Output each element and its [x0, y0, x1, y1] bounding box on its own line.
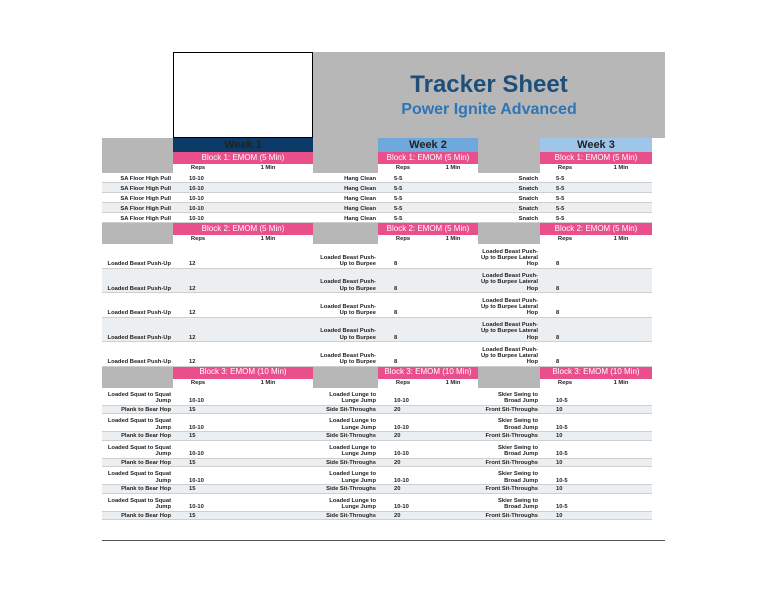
log-entry-cell[interactable]: [223, 213, 313, 223]
reps-value: 8: [540, 244, 590, 269]
reps-value: 10-10: [173, 183, 223, 193]
exercise-name: Loaded Beast Push-Up to Burpee: [313, 269, 378, 294]
bottom-border: [102, 540, 665, 541]
reps-value: 5-5: [378, 183, 428, 193]
log-entry-cell[interactable]: [590, 203, 652, 213]
reps-value: 10-10: [173, 441, 223, 459]
block-1-title: Block 1: EMOM (5 Min): [540, 152, 652, 164]
reps-value: 15: [173, 512, 223, 521]
week-3-header: Week 3: [540, 138, 652, 152]
reps-label: Reps: [540, 379, 590, 388]
reps-label: Reps: [173, 164, 223, 173]
reps-value: 12: [173, 342, 223, 367]
exercise-name: Side Sit-Throughs: [313, 485, 378, 494]
log-entry-cell[interactable]: [590, 485, 652, 494]
log-entry-cell[interactable]: [428, 441, 478, 459]
log-entry-cell[interactable]: [590, 388, 652, 406]
log-entry-cell[interactable]: [590, 318, 652, 343]
reps-value: 5-5: [378, 193, 428, 203]
log-entry-cell[interactable]: [428, 342, 478, 367]
reps-value: 10-10: [173, 173, 223, 183]
reps-label: Reps: [173, 379, 223, 388]
exercise-name: Hang Clean: [313, 173, 378, 183]
exercise-name: Front Sit-Throughs: [478, 485, 540, 494]
title-box: [313, 52, 665, 138]
reps-value: 8: [378, 244, 428, 269]
spacer-cell: [478, 138, 540, 152]
reps-value: 10-5: [540, 388, 590, 406]
log-entry-cell[interactable]: [428, 485, 478, 494]
log-entry-cell[interactable]: [590, 193, 652, 203]
exercise-name: Loaded Squat to Squat Jump: [102, 414, 173, 432]
log-entry-cell[interactable]: [223, 432, 313, 441]
exercise-name: Loaded Beast Push-Up to Burpee Lateral Hop: [478, 318, 540, 343]
log-entry-cell[interactable]: [223, 318, 313, 343]
min-label: 1 Min: [590, 235, 652, 244]
reps-value: 5-5: [540, 193, 590, 203]
exercise-name: Loaded Lunge to Lunge Jump: [313, 388, 378, 406]
exercise-name: Loaded Beast Push-Up to Burpee Lateral Hop: [478, 269, 540, 294]
exercise-name: Skier Swing to Broad Jump: [478, 441, 540, 459]
exercise-name: SA Floor High Pull: [102, 173, 173, 183]
reps-label: Reps: [378, 164, 428, 173]
reps-value: 10-10: [173, 414, 223, 432]
block-3-title: Block 3: EMOM (10 Min): [540, 367, 652, 379]
exercise-name: Loaded Lunge to Lunge Jump: [313, 494, 378, 512]
week-1-header: Week 1: [173, 138, 313, 152]
reps-value: 5-5: [540, 203, 590, 213]
reps-value: 5-5: [540, 183, 590, 193]
exercise-name: Front Sit-Throughs: [478, 406, 540, 415]
reps-value: 10-10: [378, 441, 428, 459]
exercise-name: SA Floor High Pull: [102, 183, 173, 193]
log-entry-cell[interactable]: [590, 173, 652, 183]
log-entry-cell[interactable]: [428, 388, 478, 406]
spacer-cell: [478, 152, 540, 164]
exercise-name: Loaded Squat to Squat Jump: [102, 441, 173, 459]
reps-value: 10: [540, 459, 590, 468]
log-entry-cell[interactable]: [223, 512, 313, 521]
exercise-name: Snatch: [478, 203, 540, 213]
reps-value: 10-10: [173, 213, 223, 223]
exercise-name: Hang Clean: [313, 203, 378, 213]
log-entry-cell[interactable]: [590, 342, 652, 367]
reps-value: 10-10: [173, 193, 223, 203]
spacer-cell: [313, 138, 378, 152]
reps-value: 10-5: [540, 414, 590, 432]
spacer-cell: [478, 164, 540, 173]
exercise-name: Snatch: [478, 213, 540, 223]
exercise-name: Loaded Beast Push-Up: [102, 269, 173, 294]
log-entry-cell[interactable]: [223, 494, 313, 512]
reps-value: 10: [540, 432, 590, 441]
spacer-cell: [313, 152, 378, 164]
reps-value: 5-5: [378, 213, 428, 223]
log-entry-cell[interactable]: [223, 342, 313, 367]
log-entry-cell[interactable]: [428, 269, 478, 294]
exercise-name: Loaded Lunge to Lunge Jump: [313, 414, 378, 432]
spacer-cell: [102, 138, 173, 152]
exercise-name: Loaded Beast Push-Up: [102, 318, 173, 343]
reps-value: 20: [378, 485, 428, 494]
log-entry-cell[interactable]: [590, 494, 652, 512]
block-1-title: Block 1: EMOM (5 Min): [378, 152, 478, 164]
log-entry-cell[interactable]: [428, 244, 478, 269]
reps-value: 20: [378, 459, 428, 468]
log-entry-cell[interactable]: [428, 406, 478, 415]
reps-value: 10-5: [540, 494, 590, 512]
log-entry-cell[interactable]: [428, 293, 478, 318]
block-2-title: Block 2: EMOM (5 Min): [378, 223, 478, 235]
spacer-cell: [313, 235, 378, 244]
spacer-cell: [102, 379, 173, 388]
exercise-name: Loaded Squat to Squat Jump: [102, 494, 173, 512]
spacer-cell: [478, 367, 540, 379]
log-entry-cell[interactable]: [428, 414, 478, 432]
exercise-name: Plank to Bear Hop: [102, 406, 173, 415]
exercise-name: Loaded Beast Push-Up to Burpee Lateral Hop: [478, 244, 540, 269]
reps-value: 20: [378, 406, 428, 415]
log-entry-cell[interactable]: [590, 414, 652, 432]
reps-value: 10-10: [378, 494, 428, 512]
exercise-name: Front Sit-Throughs: [478, 459, 540, 468]
spacer-cell: [102, 235, 173, 244]
exercise-name: Loaded Beast Push-Up to Burpee Lateral Hop: [478, 342, 540, 367]
reps-value: 10-10: [173, 203, 223, 213]
log-entry-cell[interactable]: [223, 459, 313, 468]
log-entry-cell[interactable]: [428, 459, 478, 468]
spacer-cell: [313, 367, 378, 379]
reps-value: 5-5: [378, 203, 428, 213]
reps-value: 8: [540, 269, 590, 294]
block-2-title: Block 2: EMOM (5 Min): [173, 223, 313, 235]
exercise-name: Plank to Bear Hop: [102, 432, 173, 441]
reps-value: 12: [173, 293, 223, 318]
min-label: 1 Min: [428, 379, 478, 388]
log-entry-cell[interactable]: [590, 269, 652, 294]
exercise-name: Skier Swing to Broad Jump: [478, 414, 540, 432]
log-entry-cell[interactable]: [428, 512, 478, 521]
block-3-title: Block 3: EMOM (10 Min): [378, 367, 478, 379]
reps-value: 8: [540, 293, 590, 318]
reps-value: 15: [173, 485, 223, 494]
exercise-name: Loaded Beast Push-Up: [102, 293, 173, 318]
spacer-cell: [478, 379, 540, 388]
min-label: 1 Min: [428, 235, 478, 244]
exercise-name: Snatch: [478, 183, 540, 193]
spacer-cell: [313, 379, 378, 388]
reps-value: 12: [173, 318, 223, 343]
exercise-name: Side Sit-Throughs: [313, 512, 378, 521]
log-entry-cell[interactable]: [223, 467, 313, 485]
reps-value: 12: [173, 269, 223, 294]
reps-value: 20: [378, 432, 428, 441]
exercise-name: Loaded Lunge to Lunge Jump: [313, 467, 378, 485]
week-2-header: Week 2: [378, 138, 478, 152]
reps-value: 10-10: [378, 467, 428, 485]
reps-value: 10-10: [173, 388, 223, 406]
exercise-name: Side Sit-Throughs: [313, 406, 378, 415]
block-2-title: Block 2: EMOM (5 Min): [540, 223, 652, 235]
exercise-name: Side Sit-Throughs: [313, 459, 378, 468]
reps-value: 12: [173, 244, 223, 269]
reps-label: Reps: [540, 235, 590, 244]
reps-value: 10-10: [173, 467, 223, 485]
log-entry-cell[interactable]: [223, 183, 313, 193]
log-entry-cell[interactable]: [590, 213, 652, 223]
spacer-cell: [102, 152, 173, 164]
exercise-name: Loaded Beast Push-Up to Burpee Lateral Hop: [478, 293, 540, 318]
exercise-name: SA Floor High Pull: [102, 203, 173, 213]
reps-value: 8: [378, 293, 428, 318]
exercise-name: Snatch: [478, 193, 540, 203]
min-label: 1 Min: [428, 164, 478, 173]
log-entry-cell[interactable]: [428, 203, 478, 213]
reps-value: 8: [540, 318, 590, 343]
exercise-name: Skier Swing to Broad Jump: [478, 467, 540, 485]
exercise-name: Loaded Beast Push-Up to Burpee: [313, 244, 378, 269]
exercise-name: Loaded Squat to Squat Jump: [102, 467, 173, 485]
exercise-name: Hang Clean: [313, 193, 378, 203]
reps-value: 15: [173, 432, 223, 441]
exercise-name: Plank to Bear Hop: [102, 459, 173, 468]
log-entry-cell[interactable]: [590, 293, 652, 318]
log-entry-cell[interactable]: [590, 432, 652, 441]
spacer-cell: [102, 367, 173, 379]
log-entry-cell[interactable]: [590, 183, 652, 193]
reps-value: 10-10: [378, 388, 428, 406]
exercise-name: SA Floor High Pull: [102, 193, 173, 203]
log-entry-cell[interactable]: [590, 244, 652, 269]
min-label: 1 Min: [590, 164, 652, 173]
log-entry-cell[interactable]: [223, 293, 313, 318]
log-entry-cell[interactable]: [223, 406, 313, 415]
exercise-name: Plank to Bear Hop: [102, 512, 173, 521]
log-entry-cell[interactable]: [428, 173, 478, 183]
block-3-title: Block 3: EMOM (10 Min): [173, 367, 313, 379]
reps-label: Reps: [378, 379, 428, 388]
exercise-name: Plank to Bear Hop: [102, 485, 173, 494]
log-entry-cell[interactable]: [428, 318, 478, 343]
spacer-cell: [313, 223, 378, 235]
spacer-cell: [102, 223, 173, 235]
log-entry-cell[interactable]: [223, 485, 313, 494]
exercise-name: Hang Clean: [313, 183, 378, 193]
log-entry-cell[interactable]: [223, 203, 313, 213]
block-1-title: Block 1: EMOM (5 Min): [173, 152, 313, 164]
reps-value: 10: [540, 512, 590, 521]
reps-label: Reps: [378, 235, 428, 244]
exercise-name: Loaded Beast Push-Up: [102, 342, 173, 367]
spacer-cell: [478, 235, 540, 244]
log-entry-cell[interactable]: [590, 467, 652, 485]
log-entry-cell[interactable]: [223, 414, 313, 432]
log-entry-cell[interactable]: [428, 467, 478, 485]
exercise-name: SA Floor High Pull: [102, 213, 173, 223]
reps-value: 10-10: [173, 494, 223, 512]
min-label: 1 Min: [223, 164, 313, 173]
reps-value: 8: [378, 269, 428, 294]
log-entry-cell[interactable]: [590, 512, 652, 521]
sheet-header: [102, 52, 665, 138]
exercise-name: Loaded Squat to Squat Jump: [102, 388, 173, 406]
log-entry-cell[interactable]: [428, 213, 478, 223]
log-entry-cell[interactable]: [428, 432, 478, 441]
exercise-name: Loaded Beast Push-Up to Burpee: [313, 342, 378, 367]
spacer-cell: [102, 164, 173, 173]
log-entry-cell[interactable]: [223, 441, 313, 459]
log-entry-cell[interactable]: [223, 173, 313, 183]
reps-value: 10-10: [378, 414, 428, 432]
tracker-sheet: [102, 52, 665, 520]
log-entry-cell[interactable]: [428, 193, 478, 203]
log-entry-cell[interactable]: [223, 244, 313, 269]
reps-value: 8: [378, 318, 428, 343]
reps-value: 5-5: [378, 173, 428, 183]
spacer-cell: [313, 164, 378, 173]
reps-value: 5-5: [540, 173, 590, 183]
exercise-name: Snatch: [478, 173, 540, 183]
exercise-name: Skier Swing to Broad Jump: [478, 388, 540, 406]
exercise-name: Hang Clean: [313, 213, 378, 223]
exercise-name: Front Sit-Throughs: [478, 432, 540, 441]
reps-label: Reps: [540, 164, 590, 173]
log-entry-cell[interactable]: [223, 193, 313, 203]
tracker-grid: [102, 138, 665, 520]
sheet-title: Tracker Sheet: [410, 71, 568, 98]
reps-label: Reps: [173, 235, 223, 244]
reps-value: 20: [378, 512, 428, 521]
log-entry-cell[interactable]: [428, 183, 478, 193]
reps-value: 15: [173, 459, 223, 468]
exercise-name: Loaded Beast Push-Up: [102, 244, 173, 269]
spacer-cell: [478, 223, 540, 235]
reps-value: 10-5: [540, 441, 590, 459]
min-label: 1 Min: [223, 235, 313, 244]
log-entry-cell[interactable]: [590, 459, 652, 468]
reps-value: 8: [540, 342, 590, 367]
exercise-name: Skier Swing to Broad Jump: [478, 494, 540, 512]
exercise-name: Loaded Beast Push-Up to Burpee: [313, 293, 378, 318]
exercise-name: Loaded Beast Push-Up to Burpee: [313, 318, 378, 343]
reps-value: 15: [173, 406, 223, 415]
reps-value: 10-5: [540, 467, 590, 485]
min-label: 1 Min: [590, 379, 652, 388]
reps-value: 8: [378, 342, 428, 367]
log-entry-cell[interactable]: [590, 441, 652, 459]
log-entry-cell[interactable]: [223, 269, 313, 294]
reps-value: 10: [540, 406, 590, 415]
sheet-subtitle: Power Ignite Advanced: [401, 101, 577, 118]
log-entry-cell[interactable]: [223, 388, 313, 406]
min-label: 1 Min: [223, 379, 313, 388]
log-entry-cell[interactable]: [590, 406, 652, 415]
reps-value: 5-5: [540, 213, 590, 223]
exercise-name: Side Sit-Throughs: [313, 432, 378, 441]
exercise-name: Front Sit-Throughs: [478, 512, 540, 521]
reps-value: 10: [540, 485, 590, 494]
logo-placeholder: [173, 52, 313, 138]
log-entry-cell[interactable]: [428, 494, 478, 512]
exercise-name: Loaded Lunge to Lunge Jump: [313, 441, 378, 459]
